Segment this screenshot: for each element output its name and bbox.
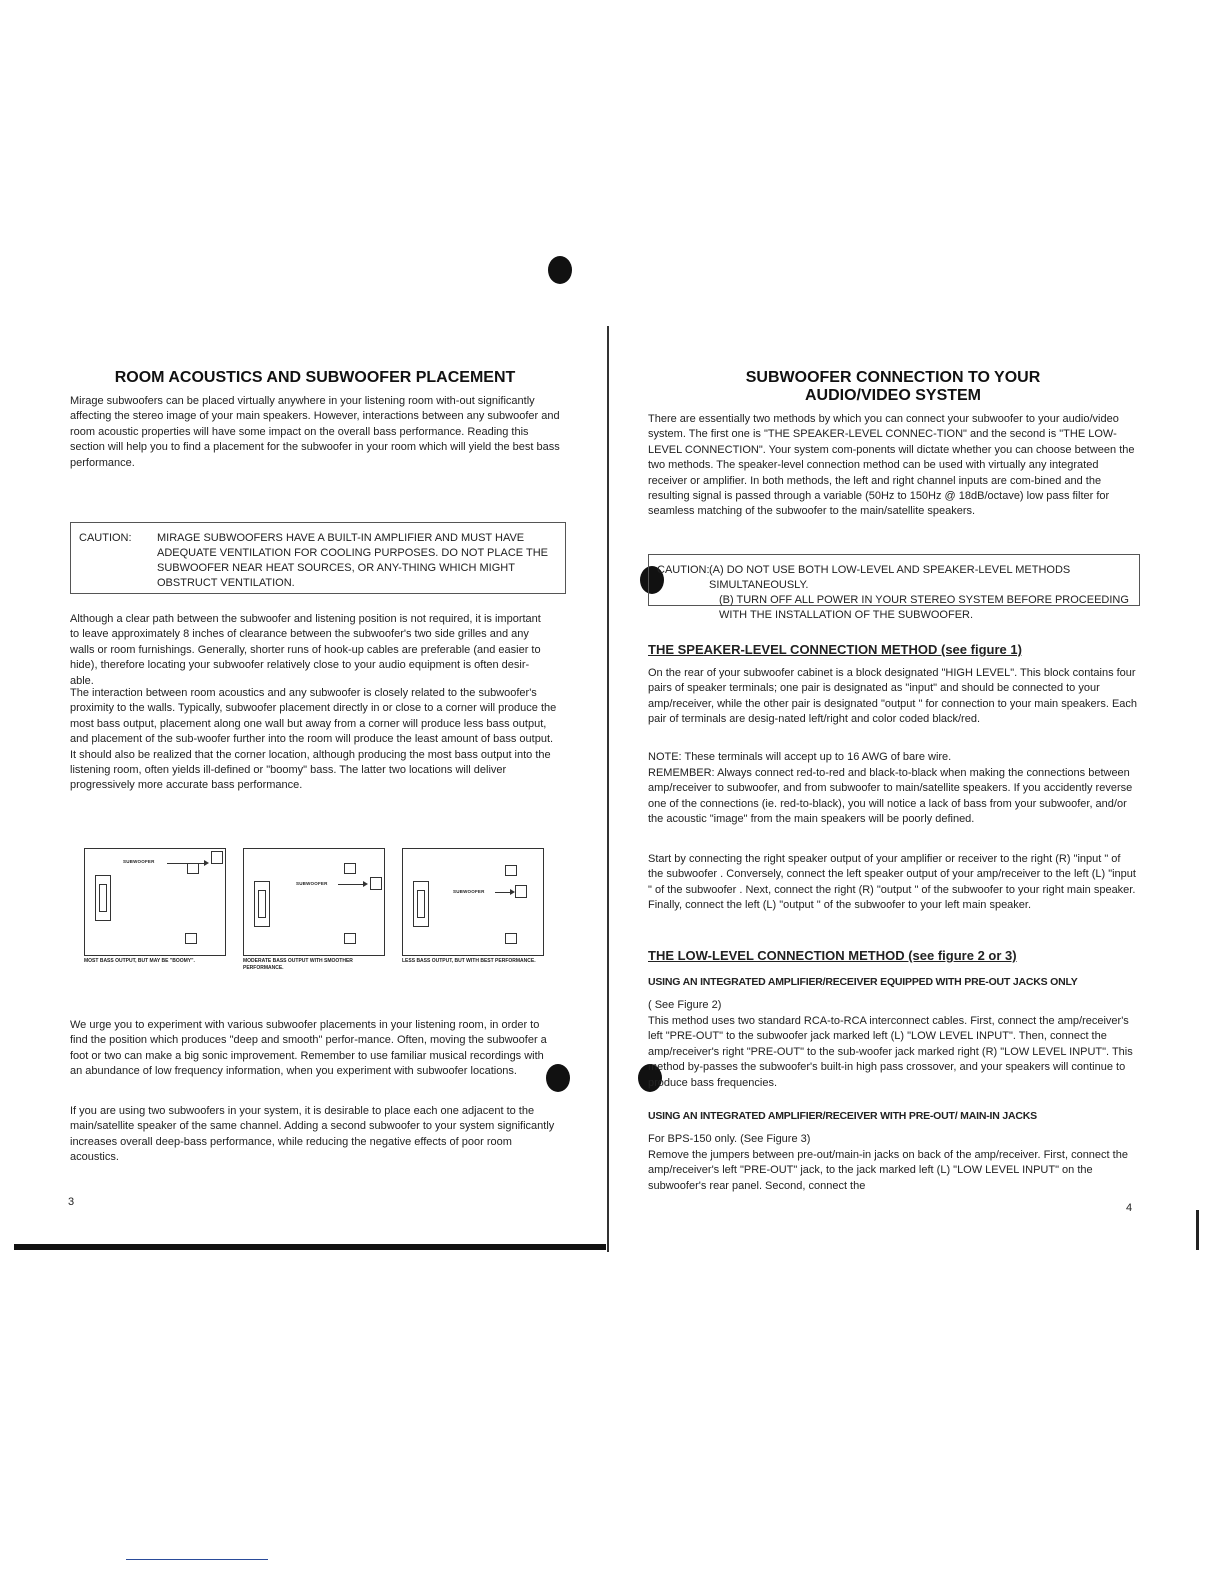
divider-line [126, 1559, 268, 1560]
placement-diagram-room [402, 848, 544, 956]
subsection-heading-pre-out-main-in: USING AN INTEGRATED AMPLIFIER/RECEIVER WITH PRE-OUT/ MAIN-IN JACKS [648, 1110, 1037, 1122]
tv-equipment-shape [95, 875, 111, 921]
scan-edge-shadow [14, 1244, 606, 1250]
arrow-icon [495, 892, 513, 893]
speaker-level-paragraph: On the rear of your subwoofer cabinet is a block designated "HIGH LEVEL". This block contains four pairs of speaker terminals; one pair is designated as "input" and should be connected to your amp/receiver, while the other pair is designated "output " for connection to your main speakers. Each pair of terminals are desig-nated left/right and color coded black/red. [648, 667, 1138, 726]
caution-box [648, 554, 1140, 621]
speaker-shape [505, 865, 517, 876]
figure-reference: For BPS-150 only. (See Figure 3) [648, 1133, 811, 1145]
clearance-paragraph: Although a clear path between the subwoofer and listening position is not required, it is important to leave approximately 8 inches of clearance between the subwoofer's two side grilles and any walls or room furnishings. Generally, shorter runs of hook-up cables are preferable (and easier to hide), therefore locating your subwoofer relatively close to your audio equipment is often desir-able. [70, 613, 541, 687]
scan-edge-shadow [1196, 1210, 1199, 1250]
section-heading-low-level: THE LOW-LEVEL CONNECTION METHOD (see figure 2 or 3) [648, 948, 1017, 963]
subwoofer-tag: SUBWOOFER [123, 859, 155, 864]
pre-out-paragraph: This method uses two standard RCA-to-RCA interconnect cables. First, connect the amp/receiver's left "PRE-OUT" to the subwoofer jack marked left (L) "LOW LEVEL INPUT". Then, connect the amp/receiver's right "PRE-OUT" to the sub-woofer jack marked right (R) "LOW LEVEL INPUT". This method by-passes the subwoofer's built-in high pass crossover, and your speakers will continue to produce bass frequencies. [648, 1015, 1133, 1089]
placement-diagram-wall [243, 848, 385, 956]
caution-item-b: (B) TURN OFF ALL POWER IN YOUR STEREO SYSTEM BEFORE PROCEEDING WITH THE INSTALLATION OF THE SUBWOOFER. [719, 594, 1129, 621]
punch-hole-mark [548, 256, 572, 284]
subwoofer-tag: SUBWOOFER [453, 889, 485, 894]
remember-paragraph: REMEMBER: Always connect red-to-red and black-to-black when making the connections between amp/receiver to subwoofer, and from subwoofer to main/satellite speakers. If you accidently reverse one of the connections (ie. red-to-black), you will notice a lack of bass from your subwoofer, and/or the acoustic "image" from the main speakers will be poorly defined. [648, 767, 1133, 826]
tv-equipment-shape [413, 881, 429, 927]
subwoofer-shape [211, 851, 223, 864]
speaker-shape [344, 863, 356, 874]
page-spine [607, 326, 609, 1252]
page-title-line1: SUBWOOFER CONNECTION TO YOUR [745, 369, 1041, 386]
arrow-icon [338, 884, 366, 885]
subwoofer-shape [370, 877, 382, 890]
caution-box [70, 522, 566, 594]
speaker-shape [187, 863, 199, 874]
experiment-paragraph: We urge you to experiment with various subwoofer placements in your listening room, in order to find the position which produces "deep and smooth" perfor-mance. Often, moving the subwoofer a foot or two can make a big sonic improvement. Remember to use familiar musical recordings with an abundance of low frequency information, when you experiment with subwoofer locations. [70, 1019, 547, 1078]
speaker-steps-paragraph: Start by connecting the right speaker output of your amplifier or receiver to the right (R) "input " of the subwoofer . Conversely, connect the left speaker output of your amp/receiver to the left (L) "input " of the subwoofer . Next, connect the right (R) "output " of the subwoofer to your right main speaker. Finally, connect the left (L) "output " of the subwoofer to your left main speaker. [648, 853, 1136, 912]
punch-hole-mark [546, 1064, 570, 1092]
two-subwoofers-paragraph: If you are using two subwoofers in your system, it is desirable to place each one adjacent to the main/satellite speaker of the same channel. Adding a second subwoofer to your system significantly increases overall deep-bass performance, while reducing the negative effects of poor room acoustics. [70, 1105, 555, 1164]
intro-paragraph: There are essentially two methods by which you can connect your subwoofer to your audio/video system. The first one is "THE SPEAKER-LEVEL CONNEC-TION" and the second is "THE LOW-LEVEL CONNECTION". Your system com-ponents will dictate whether you can choose between the two methods. The speaker-level connection method can be used with virtually any integrated receiver or amplifier. In both methods, the left and right channel inputs are com-bined and the resulting signal is passed through a variable (50Hz to 150Hz @ 18dB/octave) low pass filter for seamless matching of the subwoofer to the main/satellite speakers. [648, 413, 1135, 518]
interaction-paragraph: The interaction between room acoustics and any subwoofer is closely related to the subwoofer's proximity to the walls. Typically, subwoofer placement directly in or close to a corner will produce the most bass output, placement along one wall but away from a corner will produce less bass output, and placement of the sub-woofer further into the room will produce the least amount of bass output. It should also be realized that the corner location, although producing the most bass output into the listening room, often yields ill-defined or "boomy" bass. The latter two locations will deliver progressively more accurate bass performance. [70, 687, 557, 792]
speaker-shape [505, 933, 517, 944]
placement-diagram-corner [84, 848, 226, 956]
page-title-line2: AUDIO/VIDEO SYSTEM [804, 387, 982, 404]
subsection-heading-pre-out: USING AN INTEGRATED AMPLIFIER/RECEIVER EQUIPPED WITH PRE-OUT JACKS ONLY [648, 976, 1078, 988]
speaker-shape [344, 933, 356, 944]
speaker-shape [185, 933, 197, 944]
tv-equipment-shape [254, 881, 270, 927]
caution-item-a: (A) DO NOT USE BOTH LOW-LEVEL AND SPEAKER-LEVEL METHODS SIMULTANEOUSLY. [709, 564, 1071, 591]
page-title: ROOM ACOUSTICS AND SUBWOOFER PLACEMENT [114, 369, 516, 386]
diagram-caption: MOST BASS OUTPUT, BUT MAY BE "BOOMY". [84, 958, 195, 964]
subwoofer-shape [515, 885, 527, 898]
intro-paragraph: Mirage subwoofers can be placed virtually anywhere in your listening room with-out significantly affecting the stereo image of your main speakers. However, interactions between any subwoofer and room acoustic properties will have some impact on the overall bass performance. Reading this section will help you to find a placement for the subwoofer in your room which will yield the best bass performance. [70, 395, 560, 469]
figure-reference: ( See Figure 2) [648, 999, 722, 1011]
caution-text: MIRAGE SUBWOOFERS HAVE A BUILT-IN AMPLIFIER AND MUST HAVE ADEQUATE VENTILATION FOR COOLING PURPOSES. DO NOT PLACE THE SUBWOOFER NEAR HEAT SOURCES, OR ANY-THING WHICH MIGHT OBSTRUCT VENTILATION. [157, 532, 548, 589]
subwoofer-tag: SUBWOOFER [296, 881, 328, 886]
pre-out-main-in-paragraph: Remove the jumpers between pre-out/main-in jacks on back of the amp/receiver. First, connect the amp/receiver's left "PRE-OUT" jack, to the jack marked left (L) "LOW LEVEL INPUT" on the subwoofer's rear panel. Second, connect the [648, 1149, 1128, 1192]
page-number: 4 [1126, 1202, 1133, 1214]
note-paragraph: NOTE: These terminals will accept up to 16 AWG of bare wire. [648, 751, 952, 763]
caution-label: CAUTION: [79, 532, 132, 544]
diagram-caption: MODERATE BASS OUTPUT WITH SMOOTHER PERFORMANCE. [243, 958, 353, 971]
section-heading-speaker-level: THE SPEAKER-LEVEL CONNECTION METHOD (see figure 1) [648, 642, 1022, 657]
page-number: 3 [68, 1196, 75, 1208]
caution-label: CAUTION: [657, 564, 710, 576]
diagram-caption: LESS BASS OUTPUT, BUT WITH BEST PERFORMANCE. [402, 958, 536, 964]
